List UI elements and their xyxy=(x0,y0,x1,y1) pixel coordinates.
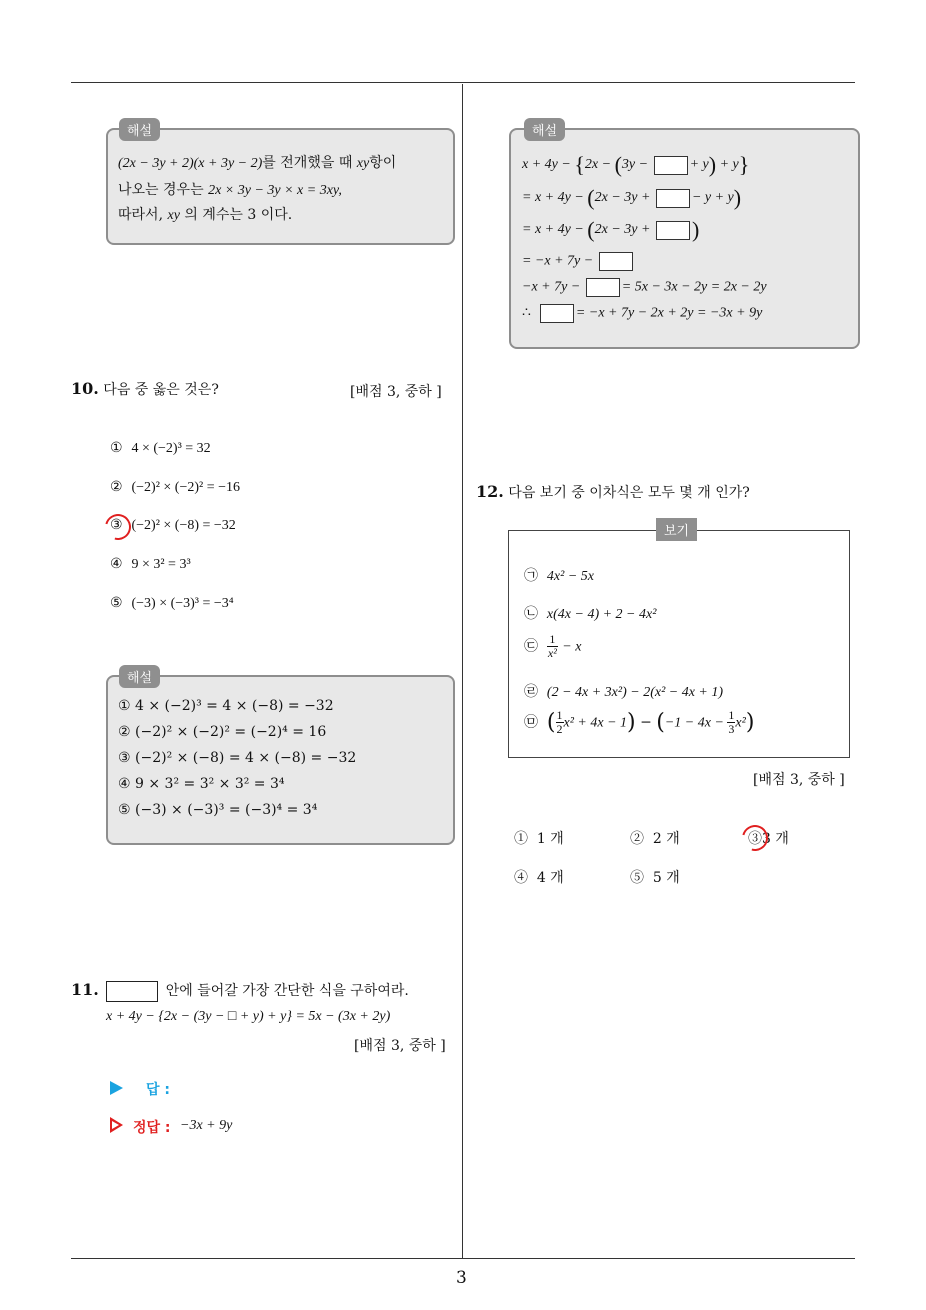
solution-line: = −x + 7y − xyxy=(522,252,635,271)
example-item: ㉠ 4x² − 5x xyxy=(524,568,594,584)
solution-line: = x + 4y − (2x − 3y + − y + y) xyxy=(522,185,742,210)
question-12: 12. 다음 보기 중 이차식은 모두 몇 개 인가? xyxy=(476,482,750,501)
correct-answer-value: −3x + 9y xyxy=(180,1118,233,1133)
option-4[interactable]: ④ 9 × 3² = 3³ xyxy=(110,556,191,572)
column-divider xyxy=(462,84,463,1258)
play-icon xyxy=(110,1081,123,1095)
option-2[interactable]: ② 2 개 xyxy=(630,831,680,847)
solution-line: x + 4y − {2x − (3y − + y) + y} xyxy=(522,152,750,177)
solution-tag: 해설 xyxy=(119,665,160,688)
answer-label: 답 : xyxy=(146,1082,170,1098)
answer-circle-mark xyxy=(100,509,136,545)
blank-box xyxy=(656,189,690,208)
example-item: ㉢ $\frac{1}{\text{x²}}$ − x xyxy=(524,632,582,660)
page-number: 3 xyxy=(456,1268,467,1288)
solution-line: ② (−2)² × (−2)² = (−2)⁴ = 16 xyxy=(118,724,327,740)
correct-answer-label: 정답 : xyxy=(133,1120,171,1136)
blank-box xyxy=(599,252,633,271)
solution-line: ⑤ (−3) × (−3)³ = (−3)⁴ = 3⁴ xyxy=(118,802,318,818)
answer-circle-mark xyxy=(737,820,773,856)
example-item: ㉤ ( $\frac{1}{2}$ x² + 4x − 1) − (−1 − 4x − $\frac{1}{3}$ x²) xyxy=(524,708,755,736)
solution-line: ① 4 × (−2)³ = 4 × (−8) = −32 xyxy=(118,698,334,714)
score-label: [배점 3, 중하 ] xyxy=(753,772,845,788)
option-3[interactable]: ③3 개 xyxy=(748,831,789,847)
outline-play-icon-inner xyxy=(112,1121,119,1129)
example-item: ㉣ (2 − 4x + 3x²) − 2(x² − 4x + 1) xyxy=(524,684,724,700)
blank-box xyxy=(540,304,574,323)
blank-box xyxy=(656,221,690,240)
solution-tag: 해설 xyxy=(524,118,565,141)
option-5[interactable]: ⑤ 5 개 xyxy=(630,870,680,886)
option-2[interactable]: ② (−2)² × (−2)² = −16 xyxy=(110,479,240,495)
score-label: [배점 3, 중하 ] xyxy=(354,1038,446,1054)
blank-box xyxy=(654,156,688,175)
option-1[interactable]: ① 4 × (−2)³ = 32 xyxy=(110,440,211,456)
score-label: [배점 3, 중하 ] xyxy=(350,384,442,400)
solution-tag: 해설 xyxy=(119,118,160,141)
question-11: 11. 안에 들어갈 가장 간단한 식을 구하여라. xyxy=(71,980,409,1002)
bottom-rule xyxy=(71,1258,855,1259)
solution-line: ∴ = −x + 7y − 2x + 2y = −3x + 9y xyxy=(522,304,762,323)
option-3[interactable]: ③ (−2)² × (−8) = −32 xyxy=(110,517,236,533)
solution-line: 나오는 경우는 2x × 3y − 3y × x = 3xy, xyxy=(118,182,342,198)
question-10: 10. 다음 중 옳은 것은? xyxy=(71,379,219,398)
solution-line: −x + 7y − = 5x − 3x − 2y = 2x − 2y xyxy=(522,278,767,297)
solution-line: = x + 4y − (2x − 3y + ) xyxy=(522,217,700,242)
solution-line: ③ (−2)² × (−8) = 4 × (−8) = −32 xyxy=(118,750,357,766)
blank-box xyxy=(586,278,620,297)
answer-blank-box xyxy=(106,981,158,1002)
solution-line: (2x − 3y + 2)(x + 3y − 2)를 전개했을 때 xy항이 xyxy=(118,155,397,171)
option-1[interactable]: ① 1 개 xyxy=(514,831,564,847)
solution-line: 따라서, xy 의 계수는 3 이다. xyxy=(118,207,293,223)
top-rule xyxy=(71,82,855,83)
example-tag: 보기 xyxy=(656,518,697,541)
example-item: ㉡ x(4x − 4) + 2 − 4x² xyxy=(524,606,657,622)
solution-line: ④ 9 × 3² = 3² × 3² = 3⁴ xyxy=(118,776,285,792)
option-5[interactable]: ⑤ (−3) × (−3)³ = −3⁴ xyxy=(110,595,234,611)
question-expression: x + 4y − {2x − (3y − □ + y) + y} = 5x − (3x + 2y) xyxy=(106,1009,391,1024)
option-4[interactable]: ④ 4 개 xyxy=(514,870,564,886)
